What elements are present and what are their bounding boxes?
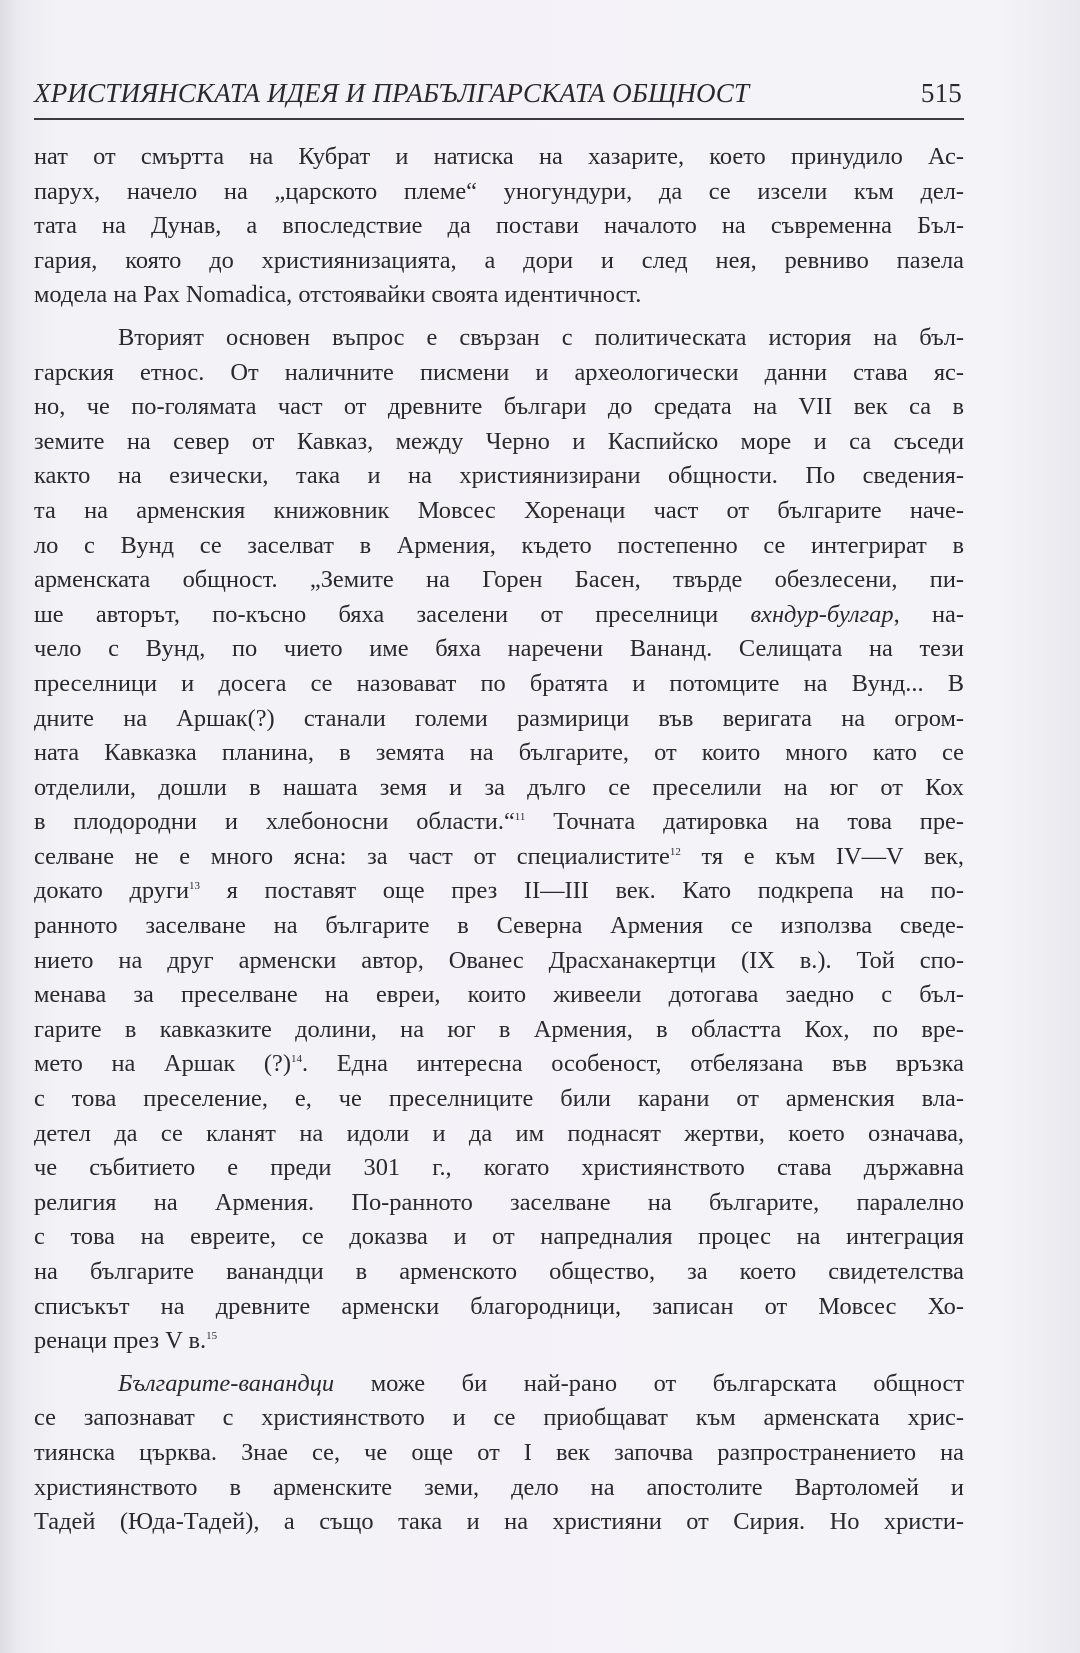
text-line: дните на Аршак(?) станали големи размирици във веригата на огром- [34,704,964,732]
italic-term: вхндур-булгар [750,600,894,628]
text-line: отделили, дошли в нашата земя и за дълго се преселили на юг от Кох [34,773,964,801]
text-segment: тя е към IV—V век, [680,842,964,870]
text-segment: селване не е много ясна: за част от специалистите [34,842,670,870]
text-line: Тадей (Юда-Тадей), а също така и на християни от Сирия. Но христи- [34,1508,964,1536]
paragraph-3 [34,1367,964,1540]
paragraph-gap [34,1359,964,1367]
text-line: чело с Вунд, по чието име бяха наречени Вананд. Селищата на тези [34,635,964,663]
text-line: парух, начело на „царското племе“ уногундури, да се изсели към дел- [34,177,964,205]
text-line: ло с Вунд се заселват в Армения, където постепенно се интегрират в [34,531,964,559]
text-line: че събитието е преди 301 г., когато християнството става държавна [34,1154,964,1182]
text-segment: в плодородни и хлебоносни области.“ [34,808,515,836]
text-line: нието на друг арменски автор, Ованес Драсханакертци (IX в.). Той спо- [34,946,964,974]
text-line: тиянска църква. Знае се, че още от I век започва разпространението на [34,1438,964,1466]
footnote-ref: 14 [291,1053,302,1066]
paragraph-1 [34,140,964,313]
text-line: нат от смъртта на Кубрат и натиска на хазарите, което принудило Ас- [34,143,964,170]
text-line: гарския етнос. От наличните писмени и археологически данни става яс- [34,358,964,386]
italic-term: Българите-ванандци [118,1369,335,1397]
running-head [34,78,962,109]
text-segment: мето на Аршак (?) [34,1050,291,1078]
text-segment: я поставят още през II—III век. Като подкрепа на по- [200,877,964,905]
text-line [34,1047,964,1082]
footnote-ref: 11 [514,811,526,824]
paragraph-2 [34,321,964,1359]
text-line [34,840,964,875]
running-title: ХРИСТИЯНСКАТА ИДЕЯ И ПРАБЪЛГАРСКАТА ОБЩНОСТ [34,78,750,108]
text-line: детел да се кланят на идоли и да им поднасят жертви, което означава, [34,1119,964,1147]
text-line [34,805,964,840]
text-line: се запознават с християнството и се приобщават към арменската хрис- [34,1404,964,1432]
text-line: гария, която до християнизацията, а дори и след нея, ревниво пазела [34,246,964,274]
text-line: религия на Армения. По-ранното заселване на българите, паралелно [34,1188,964,1216]
text-line: арменската общност. „Земите на Горен Басен, твърде обезлесени, пи- [34,566,964,594]
text-line: гарите в кавказките долини, на юг в Армения, в областта Кох, по вре- [34,1015,964,1043]
text-line [34,1367,964,1402]
text-line [34,598,964,633]
text-line [34,874,964,909]
text-line: християнството в арменските земи, дело на апостолите Вартоломей и [34,1473,964,1501]
text-segment: докато други [34,877,190,905]
text-segment: може би най-рано от българската общност [334,1369,964,1397]
text-line: с това на евреите, се доказва и от напредналия процес на интеграция [34,1223,964,1251]
text-line: Вторият основен въпрос е свързан с политическата история на бъл- [118,323,964,351]
body-text [34,140,964,1540]
text-segment: ше авторът, по-късно бяха заселени от преселници [34,600,751,628]
paragraph-gap [34,313,964,321]
text-line: ранното заселване на българите в Северна Армения се използва сведе- [34,912,964,940]
text-line: списъкът на древните арменски благородници, записан от Мовсес Хо- [34,1292,964,1320]
text-segment: . Една интересна особеност, отбелязана във връзка [302,1050,964,1078]
text-line: но, че по-голямата част от древните българи до средата на VII век са в [34,393,964,421]
text-line: земите на север от Кавказ, между Черно и Каспийско море и са съседи [34,427,964,455]
text-line: ната Кавказка планина, в земята на българите, от които много като се [34,739,964,767]
text-line [34,1324,964,1359]
header-rule [34,118,964,120]
text-segment: ренаци през V в. [34,1327,207,1355]
text-segment: , на- [893,600,964,628]
text-segment: Точната датировка на това пре- [525,808,964,836]
footnote-ref: 13 [189,880,201,893]
text-line: с това преселение, е, че преселниците били карани от арменския вла- [34,1085,964,1113]
text-line: както на езически, така и на християнизирани общности. По сведения- [34,462,964,490]
text-line: та на арменския книжовник Мовсес Хоренаци част от българите наче- [34,496,964,524]
text-line: менава за преселване на евреи, които живеели дотогава заедно с бъл- [34,981,964,1009]
text-line: преселници и досега се назовават по братята и потомците на Вунд... В [34,669,964,697]
text-line: тата на Дунав, а впоследствие да постави началото на съвременна Бъл- [34,212,964,240]
footnote-ref: 12 [669,845,681,858]
page-number: 515 [920,78,962,108]
text-line: на българите ванандци в арменското общество, за което свидетелства [34,1258,964,1285]
footnote-ref: 15 [206,1330,218,1343]
text-line: модела на Pax Nomadica, отстоявайки своята идентичност. [34,281,642,309]
